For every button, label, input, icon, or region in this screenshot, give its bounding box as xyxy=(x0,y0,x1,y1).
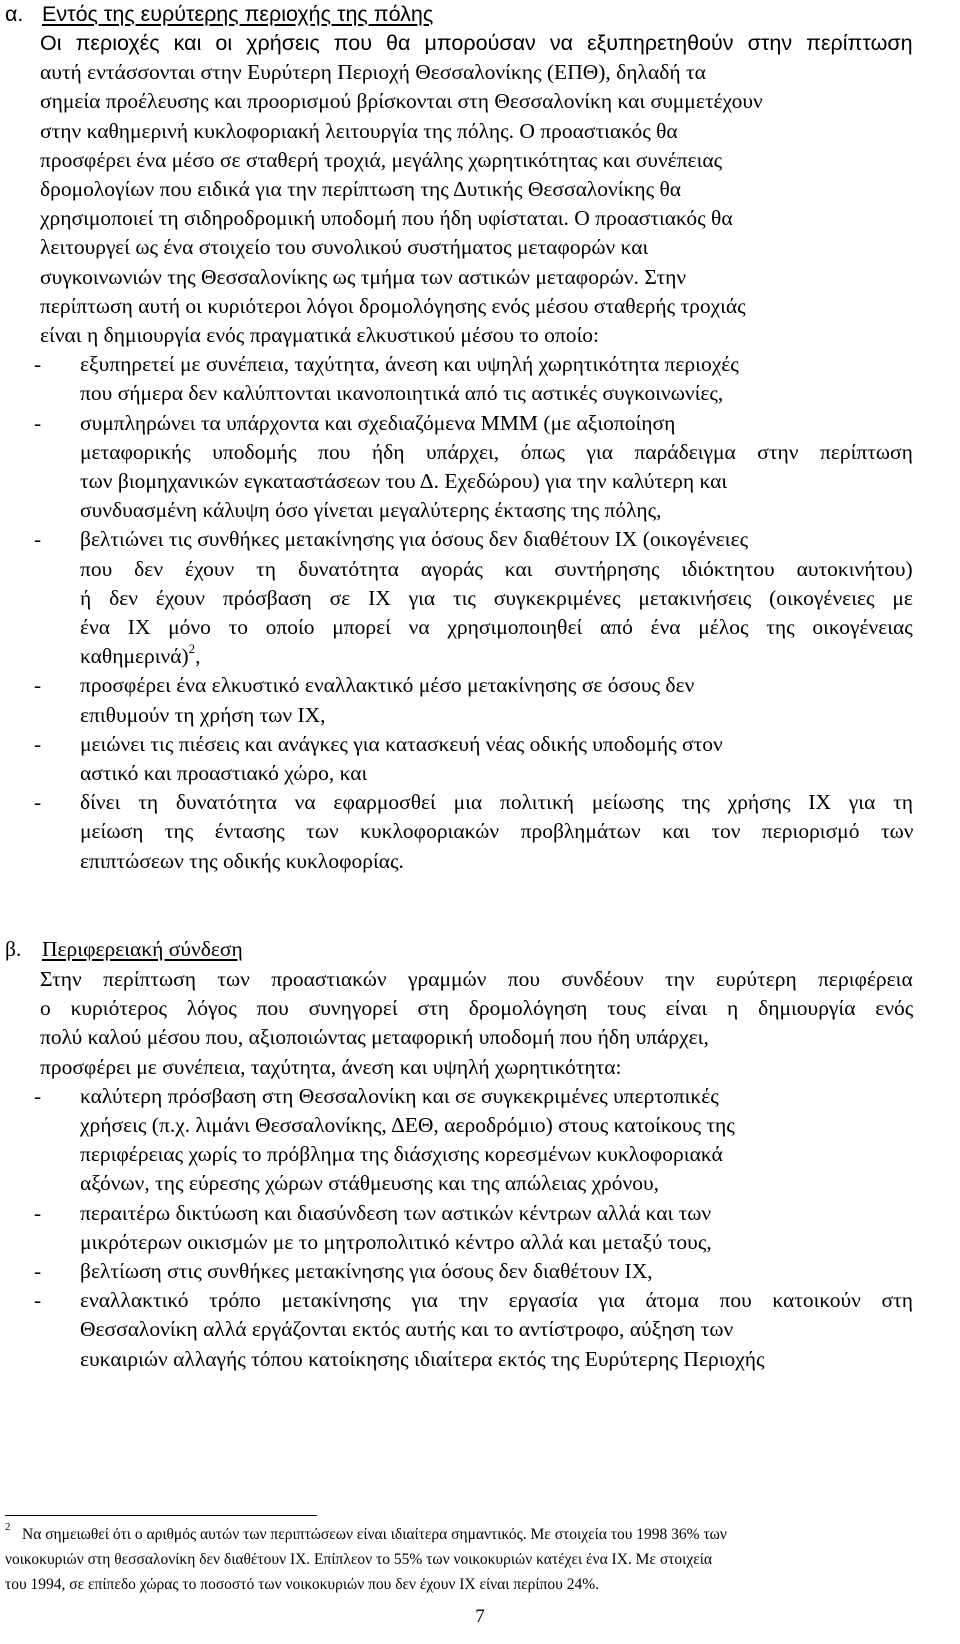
footnote-separator xyxy=(5,1515,317,1516)
section-a-title: Εντός της ευρύτερης περιοχής της πόλης xyxy=(42,2,434,26)
text-line: αστικό και προαστιακό χώρο, και xyxy=(80,761,368,785)
footnote-line: του 1994, σε επίπεδο χώρας το ποσοστό των νοικοκυριών που δεν έχουν ΙΧ είναι περίπου 24%. xyxy=(5,1576,599,1593)
section-b-title: Περιφερειακή σύνδεση xyxy=(42,937,243,961)
text-line: που σήμερα δεν καλύπτονται ικανοποιητικά από τις αστικές συγκοινωνίες, xyxy=(80,381,724,406)
bullet-dash: - xyxy=(34,1259,42,1283)
text-line: Στην περίπτωση των προαστιακών γραμμών που συνδέουν την ευρύτερη περιφέρεια xyxy=(40,967,913,991)
text-line: ευκαιριών αλλαγής τόπου κατοίκησης ιδιαίτερα εκτός της Ευρύτερης Περιοχής xyxy=(80,1346,765,1371)
bullet-dash: - xyxy=(34,527,42,552)
text-line: πολύ καλού μέσου που, αξιοποιώντας μεταφορική υποδομή που ήδη υπάρχει, xyxy=(40,1025,709,1050)
text-line: δρομολογίων που ειδικά για την περίπτωση της Δυτικής Θεσσαλονίκης θα xyxy=(40,177,682,201)
bullet-dash: - xyxy=(34,731,42,756)
bullet-dash: - xyxy=(34,1083,42,1108)
text-line: επιθυμούν τη χρήση των ΙΧ, xyxy=(80,702,326,727)
text-line: περίπτωση αυτή οι κυριότεροι λόγοι δρομολόγησης ενός μέσου σταθερής τροχιάς xyxy=(40,293,746,318)
section-b-letter: β. xyxy=(5,937,22,961)
text-line: λειτουργεί ως ένα στοιχείο του συνολικού συστήματος μεταφορών και xyxy=(40,235,649,260)
text-line: καθημερινά)$^2$, xyxy=(80,641,201,669)
footnote-reference[interactable]: 2 xyxy=(188,641,196,657)
section-a-letter: α. xyxy=(5,2,24,26)
text-line: Οι περιοχές και οι χρήσεις που θα μπορούσαν να εξυπηρετηθούν στην περίπτωση xyxy=(40,31,913,55)
text-line: ένα ΙΧ μόνο το οποίο μπορεί να χρησιμοποιηθεί από ένα μέλος της οικογένειας xyxy=(80,615,913,639)
text-line: σημεία προέλευσης και προορισμού βρίσκονται στη Θεσσαλονίκη και συμμετέχουν xyxy=(40,89,763,114)
text-line: χρήσεις (π.χ. λιμάνι Θεσσαλονίκης, ΔΕΘ, αεροδρόμιο) στους κατοίκους της xyxy=(80,1113,735,1137)
text-line: Θεσσαλονίκη αλλά εργάζονται εκτός αυτής και το αντίστροφο, αύξηση των xyxy=(80,1317,734,1342)
text-line: στην καθημερινή κυκλοφοριακή λειτουργία της πόλης. Ο προαστιακός θα xyxy=(40,118,678,143)
text-line: συγκοινωνιών της Θεσσαλονίκης ως τμήμα των αστικών μεταφορών. Στην xyxy=(40,264,687,289)
text-line: αξόνων, της εύρεσης χώρων στάθμευσης και της απώλειας χρόνου, xyxy=(80,1171,659,1196)
text-line: βελτιώνει τις συνθήκες μετακίνησης για όσους δεν διαθέτουν ΙΧ (οικογένειες xyxy=(80,527,749,552)
text-line: καλύτερη πρόσβαση στη Θεσσαλονίκη και σε συγκεκριμένες υπερτοπικές xyxy=(80,1083,719,1108)
text-line: προσφέρει ένα ελκυστικό εναλλακτικό μέσο μετακίνησης σε όσους δεν xyxy=(80,673,695,698)
text-line: μικρότερων οικισμών με το μητροπολιτικό κέντρο αλλά και μεταξύ τους, xyxy=(80,1229,712,1254)
text-line: ή δεν έχουν πρόσβαση σε ΙΧ για τις συγκεκριμένες μετακινήσεις (οικογένειες με xyxy=(80,585,913,610)
bullet-dash: - xyxy=(34,1288,42,1313)
page-number: 7 xyxy=(475,1606,485,1627)
footnote-mark: 2 xyxy=(5,1521,11,1533)
text-line: που δεν έχουν τη δυνατότητα αγοράς και συντήρησης ιδιόκτητου αυτοκινήτου) xyxy=(80,556,913,581)
text-line: είναι η δημιουργία ενός πραγματικά ελκυστικού μέσου το οποίο: xyxy=(40,323,599,347)
text-line: μεταφορικής υποδομής που ήδη υπάρχει, όπως για παράδειγμα στην περίπτωση xyxy=(80,439,913,464)
footnote-line: νοικοκυριών στη θεσσαλονίκη δεν διαθέτουν ΙΧ. Επίπλεον το 55% των νοικοκυριών κατέχει ένα ΙΧ. Με στοιχεία xyxy=(5,1551,713,1568)
bullet-dash: - xyxy=(34,1200,42,1225)
bullet-dash: - xyxy=(34,790,42,815)
text-line: προσφέρει ένα μέσο σε σταθερή τροχιά, μεγάλης χωρητικότητας και συνέπειας xyxy=(40,147,723,172)
text-line: συνδυασμένη κάλυψη όσο γίνεται μεγαλύτερης έκτασης της πόλης, xyxy=(80,498,662,523)
bullet-dash: - xyxy=(34,352,42,377)
text-line: βελτίωση στις συνθήκες μετακίνησης για όσους δεν διαθέτουν ΙΧ, xyxy=(80,1259,653,1283)
text-line: περαιτέρω δικτύωση και διασύνδεση των αστικών κέντρων αλλά και των xyxy=(80,1200,712,1225)
text-line: των βιομηχανικών εγκαταστάσεων του Δ. Εχεδώρου) για την καλύτερη και xyxy=(80,469,728,493)
text-line: μείωση της έντασης των κυκλοφοριακών προβλημάτων και τον περιορισμό των xyxy=(80,819,914,844)
text-line: αυτή εντάσσονται στην Ευρύτερη Περιοχή Θεσσαλονίκης (ΕΠΘ), δηλαδή τα xyxy=(40,60,706,85)
footnote-line: Να σημειωθεί ότι ο αριθμός αυτών των περιπτώσεων είναι ιδιαίτερα σημαντικός. Με στοιχεία του 1998 36% των xyxy=(22,1526,727,1543)
text-line: ο κυριότερος λόγος που συνηγορεί στη δρομολόγηση τους είναι η δημιουργία ενός xyxy=(40,996,914,1021)
bullet-dash: - xyxy=(34,410,42,435)
text-line: δίνει τη δυνατότητα να εφαρμοσθεί μια πολιτική μείωσης της χρήσης ΙΧ για τη xyxy=(80,790,914,815)
text-line: μειώνει τις πιέσεις και ανάγκες για κατασκευή νέας οδικής υποδομής στον xyxy=(80,731,723,756)
text-line: προσφέρει με συνέπεια, ταχύτητα, άνεση και υψηλή χωρητικότητα: xyxy=(40,1054,622,1079)
text-line: συμπληρώνει τα υπάρχοντα και σχεδιαζόμενα ΜΜΜ (με αξιοποίηση xyxy=(80,410,676,435)
text-line: περιφέρειας χωρίς το πρόβλημα της διάσχισης κορεσμένων κυκλοφοριακά xyxy=(80,1142,723,1167)
text-line: εξυπηρετεί με συνέπεια, ταχύτητα, άνεση και υψηλή χωρητικότητα περιοχές xyxy=(80,352,739,377)
text-line: επιπτώσεων της οδικής κυκλοφορίας. xyxy=(80,848,404,873)
text-line: εναλλακτικό τρόπο μετακίνησης για την εργασία για άτομα που κατοικούν στη xyxy=(80,1288,913,1313)
bullet-dash: - xyxy=(34,673,42,698)
text-line: χρησιμοποιεί τη σιδηροδρομική υποδομή που ήδη υφίσταται. Ο προαστιακός θα xyxy=(40,206,733,231)
